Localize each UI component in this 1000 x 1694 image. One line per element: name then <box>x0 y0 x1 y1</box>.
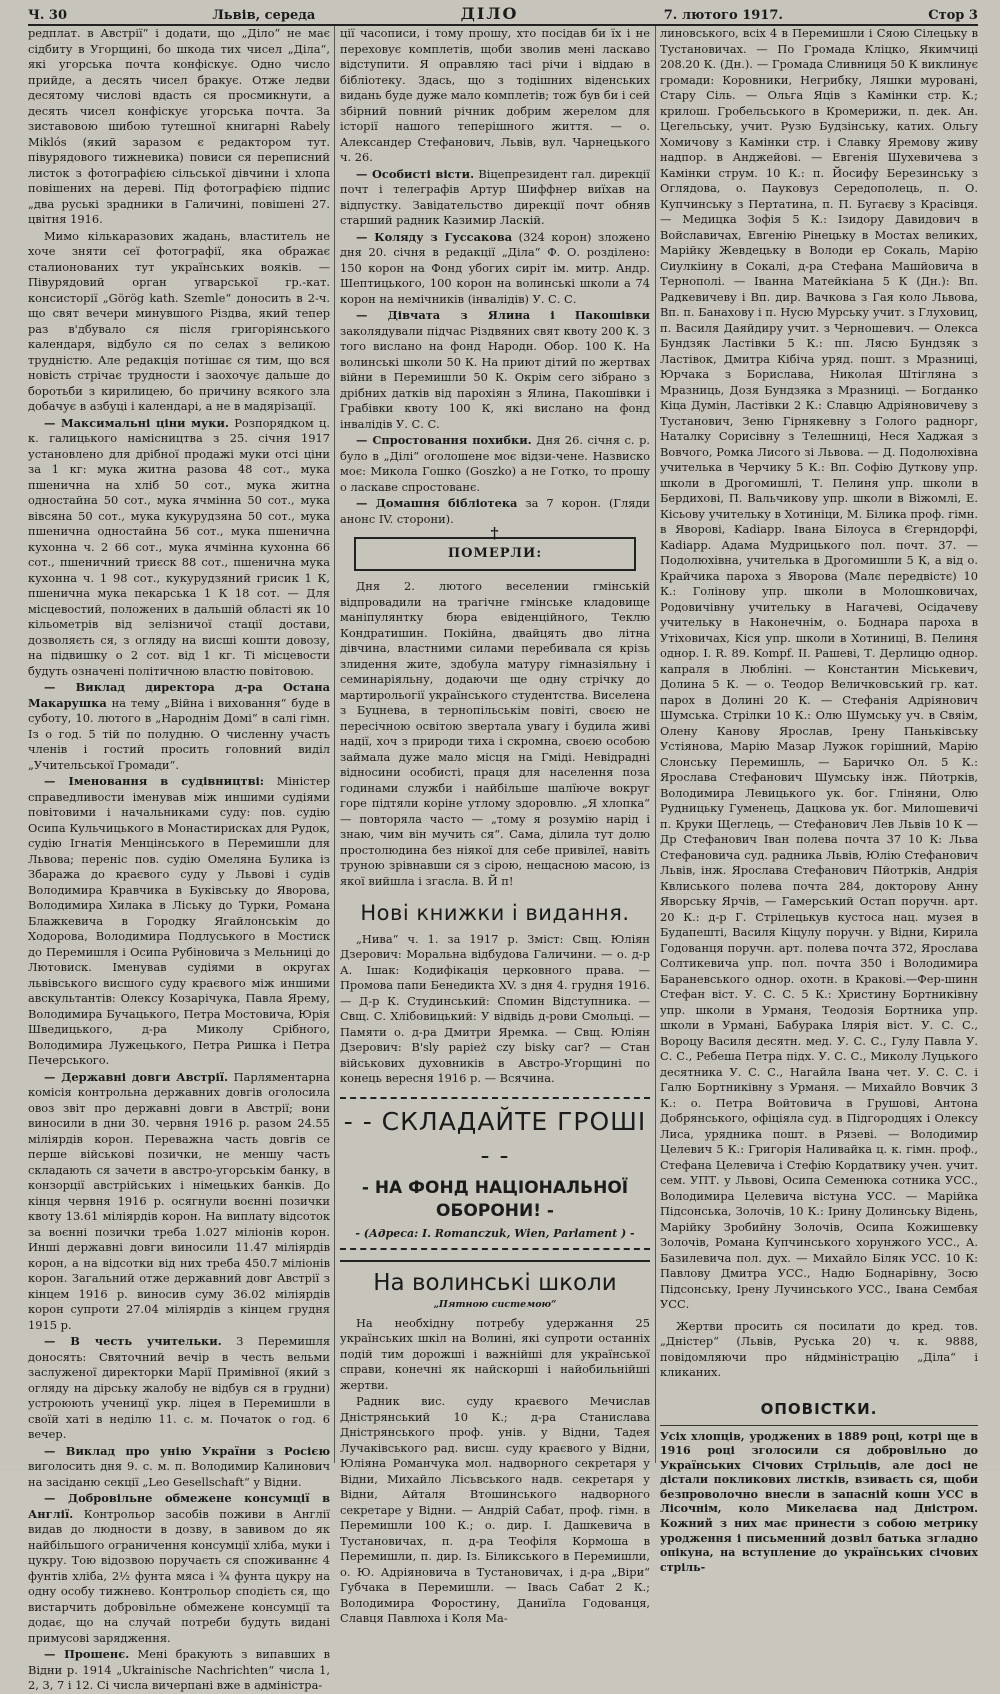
news-item-rubric: — Домашня бібліотека <box>356 496 518 510</box>
news-item-text: за 7 корон. (Гляди анонс IV. сторони). <box>340 496 650 526</box>
cross-icon: † <box>490 524 500 542</box>
donor-list: линовського, всіх 4 в Перемишли і Сяою Сілецьку в Тустановичах. — По Громада Кліцко, Якимчиці 208.20 К. (Дн.). — Громада Сливниця 50 К виклинує громади: Коровники, Негрибку, Ляшки муровані, Стару Сіль. — Ольга Яців з Камінки стр. К.; крилош. Гробельського в Кромерижи, п. дек. Ан. Цегельську, учит. Рузю Будзінську, катих. Ольгу Хомичову з Камінки стр. і Славку Яремову живу надпор. в Анджейові. — Евгенія Шухевичева з Камінки струм. 10 К.: п. Йосифу Березинську з Оглядова, о. Пауковуз Середополець, п. О. Купчинську з Пертатина, п. П. Бугаєву з Красівця. — Медицка Зофія 5 К.: Ізидору Давидович в Войславичах, Евгенію Рінецьку в Мостах великих, Марійку Жевдецьку в Володи ер Сокаль, Марію Сиулкіину в Сокалі, д-ра Стефана Машйовича в Тернополі. — Іванна Матейкіана 5 К (Дн.): Вп. Радкевичеву і Вп. дир. Вачкова з Гая коло Львова, Вп. п. Банахову і п. Нусю Мурську учит. з Глуховиц, п. Василя Даяйдиру учит. з Черношевич. — Олекса Бундзяк Ластівки 5 К.: пп. Лясю Бундзяк з Ластівок, Дмитра Кібіча уряд. пошт. з Мразниці, Юрчака з Борислава, Николая Штігляна з Мразниць, Дозя Бундзяка з Мразниці. — Богданко Кіца Думін, Ластівки 2 К.: Славцю Адріяновичеву з Тустанович, Зеню Гірнякевну з Голого раднорг, Наталку Сорисівну з Телешниці, Неся Хаджая з Вовчого, Ромка Лисого зі Львова. — Д. Подолюхівна учителька в Черчику 5 К.: Вп. Софію Дуткову упр. школи в Дрогомишлі, Т. Пелиня упр. школи в Бердихові, П. Вальчикову упр. школи в Віжомлі, Е. Кісьову учительку в Хотиніци, М. Білика проф. гімн. в Яворові, Kadiapp. Івана Білоуса в Єгерндорфі, Kadiapp. Адама Мудрицького пол. почт. 37. — Подолюхівна, учителька в Дрогомишли 5 К, а від о. Крайчика пароха з Яворова (Малє передвістє) 10 К.: Голінову упр. школи в Молошковичах, Родовичівну учительку в Нагачеві, Осідачеву учительку в Наконечнім, о. Боднара пароха в Утіховичах, Кіся упр. школи в Хотиниці, В. Пелиня однор. І. R. 89. Kompf. II. Рашеві, Т. Дерлицю однор. капраля в Любліні. — Константин Міськевич, Долина 5 К. — о. Теодор Величковський гр. кат. парох в Долині 20 К. — Стефанія Адріянович Шумська. Стрілки 10 К.: Олю Шумську уч. в Свяім, Олену Канову Ярослав, Ірену Паньківську Устіянова, Марію Мазар Лужок горішний, Марію Слонську Перемишль, — Баричко Ол. 5 К.: Ярослава Стефанович Шумську інж. Пйотрків, Володимира Левицького ук. бог. Гліняни, Олю Рудницьку Гуменець, Дацкова ук. бог. Милошевичі п. Круки Щеглець, — Стефанович Лев Львів 10 К — Др Стефанович Іван полева почта 37 10 К: Льва Стефановича суд. радника Львів, Юлію Стефанович Львів, інж. Ярослава Стефанович Пйотрків, Андрія Квлиського полева почта 284, докторову Анну Яворську Ярчів, — Гамерський Остап поручн. арт. 20 К.: д-р Г. Стрілецькув кустоса нац. музея в Будапешті, Василя Кіцулу поручн. у Відни, Кирила Годованця поручн. арт. полева почта 372, Ярослава Солтикевича упр. пол. почта 350 і Володимира Бараневського однор. охотн. в Кракові.—Фер-шинн Стефан віст. У. С. С. 5 К.: Христину Бортниківну упр. школи в Урманя, Теодозія Бортника упр. школи в Урмані, Бабурака Ілярія віст. У. С. С., Вороцу Василя десятн. мед. У. С. С., Гулу Павла У. С. С., Ребеша Петра підх. У. С. С., Миколу Луцького десятника У. С. С., Нагайла Івана чет. У. С. С. і Галю Бортниківну з Урманя. — Михайло Вовчик 3 К.: о. Петра Войтовича в Грушові, Антона Добрянського, офіціяла суд. в Підгородцях і Олексу Лиса, урядника пошт. в Рязеві. — Володимир Целевич 5 К.: Григорія Наливайка ц. к. гімн. проф., Стефана Целевича і Стефію Кордатвику учен. учит. сем. УПТ. у Львові, Осипа Семенюка сотника УСС., Володимира Целевича вістуна УСС. — Марійка Підсонська, Золочів, 10 К.: Ірину Долинську Відень, Марійку Зробийну Золочів, Осипа Кожишевку Золочів, Романа Купчинського хорунжого УСС., А. Базилевича пол. дух. — Михайло Біляк УСС. 10 К: Павлову Дмитра УСС., Надю Боднарівну, Зосю Підсонську, Ірену Лучинського УСС., Івана Сембая УСС. <box>660 26 978 1311</box>
news-item <box>340 230 650 308</box>
news-item-rubric: — Добровільне обмежене консумції в Англії. <box>28 1491 330 1521</box>
appeal-line-2: - НА ФОНД НАЦІОНАЛЬНОЇ ОБОРОНИ! - <box>361 1177 629 1221</box>
announcements-heading: ОПОВІСТКИ. <box>760 1399 878 1418</box>
appeal-address: - (Адреса: І. Romanczuk, Wien, Parlament ) - <box>355 1226 635 1240</box>
news-item-text: Дня 26. січня с. р. було в „Ділі“ оголошене моє відзи-чене. Назвиско моє: Микола Гошко (Goszko) а не Готко, то прошу о ласкаве спростованє. <box>340 433 650 494</box>
news-item-rubric: — Максимальні ціни муки. <box>44 415 229 430</box>
news-item-rubric: — Іменовання в судівництві: <box>44 774 265 788</box>
news-item-rubric: — Державні довги Австрії. <box>44 1069 229 1084</box>
page-number: Стор 3 <box>928 8 978 23</box>
news-item-text: виголосить дня 9. с. м. п. Володимир Калинович на засіданю секції „Leo Gesellschaft“ у Відни. <box>28 1459 330 1489</box>
news-item <box>340 433 650 495</box>
schools-donors: Радник вис. суду краєвого Мечислав Дністрянський 10 К.; д-ра Станислава Дністрянського проф. унів. у Відни, Тадея Лучаківського рад. висш. суду краєвого у Відни, Юліяна Романчука мол. надворного секретаря у Відни, Михайло Лісьвського надв. секретаря у Відни, Айталя Втошинського надворного секретаре у Відни. — Андрій Сабат, проф. гімн. в Перемишли 100 К.; о. дир. І. Дашкевича в Тустановичах, п. д-ра Теофіля Кормоша в Перемишли, п. дир. Із. Біликського в Перемишли, о. Ю. Адріяновича в Тустановичах, і д-ра „Віри“ Губчака в Перемишли. — Івась Сабат 2 К.; Володимира Форостину, Даниїла Годованця, Славця Павлюха і Коля Ма- <box>340 1394 650 1626</box>
news-item <box>28 1070 330 1334</box>
donation-note: Жертви просить ся посилати до кред. тов. „Дністер“ (Львів, Руська 20) ч. к. 9888, повідомляючи про нйдміністрацію „Діла“ і кликаних. <box>660 1318 978 1379</box>
news-item <box>340 308 650 432</box>
column-1 <box>28 26 331 1692</box>
schools-subheading: „Пятною системою“ <box>433 1298 557 1310</box>
appeal-line-1: - - СКЛАДАЙТЕ ГРОШІ - - <box>343 1106 647 1170</box>
news-item-rubric: — Прошенє. <box>44 1647 130 1661</box>
news-item-rubric: — Виклад про унію України з Росією <box>44 1443 330 1458</box>
news-items <box>340 26 650 527</box>
obituary-header <box>354 524 636 571</box>
news-item-text: Мимо кількаразових жадань, властитель не хоче зняти сеї фотографії, яка ображає сталионованих тут українських вояків. — Півурядовий орган угварської гр.-кат. консисторії „Görög kath. Szemle“ доносить в 2-ч. що свят вечери минувшого Різдва, який тепер раз в'дбувало ся після григоріянського календаря, відбуло ся по селах з великою трудністю. Але редакція потішає ся тим, що вся новість стрічає трудности і заохочує дальше до боротьби з кирилицею, бо причину всякого зла добачує в азбуці і календарі, а не в мадярізації. <box>28 228 330 413</box>
volhynia-schools-section <box>340 1260 650 1627</box>
news-item-text: Парляментарна комісія контрольна державних довгів оголосила овоз звіт про державні довги в Австрії; вони виносили в дни 30. червня 1916 р. разом 24.55 міліярдів корон. Переважна часть довгів се перше військові позички, не меншу часть складають ся зачети в австро-угорськім банку, в конзорції австрійських і німецьких банків. До кінця червня 1916 р. осягнули воєнні позички квоту 13.61 міліярдів корон. На виплату відсоток за воєнні позички треба 1.027 міліонів корон. Инші державні довги виносили 11.47 міліярдів корон, а на відсотки від них треба 450.7 міліонів корон. Загальний отже державний довг Австрії з кінцем 1916 р. виносив суму 36.02 міліярдів корон супроти 27.04 міліярдів з кінцем грудня 1915 р. <box>28 1069 330 1332</box>
news-item-rubric: — Коляду з Гуссакова <box>356 229 513 244</box>
news-item-text: (324 корон) зложено дня 20. січня в редакції „Діла“ Ф. О. розділено: 150 корон на Фонд убогих сиріт ім. митр. Андр. Шептицького, 100 корон на волинські школи а 74 корон на немічників (інвалідів) У. С. С. <box>340 229 650 306</box>
news-item-text: Міністер справедливости іменував між иншими судіями повітовими і начальниками суду: пов. судію Осипа Кульчицького в Монастирисках для Рудок, судію Ігнатія Менцінського в Перемишли для Львова; переніс пов. судію Омеляна Булика із Збаража до краєвого суду у Львові і судів Володимира Кравчика в Буківську до Яворова, Володимира Хилака в Ліську до Турки, Романа Блажкевича в Городку Ягайлонськім до Ходорова, Володимира Подлуського в Мостиск до Перемишля і Осипа Рубіновича з Мельниці до Лютовиск. Іменував судіями в округах львівського висшого суду краєвого між иншими авскультантів: Олексу Козарічука, Павла Ярему, Володимира Бучацького, Петра Мостовича, Юрія Шведицького, д-ра Миколу Срібного, Володимира Лужецького, Петра Ришка і Петра Печерського. <box>28 774 330 1067</box>
news-item <box>28 774 330 1069</box>
news-item <box>28 1647 330 1694</box>
city-day: Львів, середа <box>212 8 316 23</box>
news-item-rubric: — В честь учительки. <box>44 1334 222 1348</box>
column-divider <box>655 26 656 1463</box>
issue-date: 7. лютого 1917. <box>663 8 783 23</box>
news-item-text: Мені бракують з випавших в Відни р. 1914 „Ukrainische Nachrichten“ числа 1, 2, 3, 7 і 12. Сі числа вичерпані вже в адміністра- <box>28 1647 331 1692</box>
column-3 <box>660 26 978 1574</box>
announcement-text: Усіх хлопців, уроджених в 1889 році, котрі ще в 1916 році зголосили ся добровільно до Українських Січових Стрільців, але досі не дістали покликових листків, взиваєть ся, щоби безпроволочно внесли в запасній кошн УСС в Лісочнім, коло Микелаєва над Дністром. Кожний з них має принести з собою метрику уродження і письменний дозвіл батька згладно опікуна, на вступление до українських січових стріль- <box>660 1425 978 1575</box>
news-item <box>28 1444 330 1491</box>
news-item <box>340 26 650 166</box>
news-item-rubric: — Дівчата з Ялина і Пакошівки <box>356 308 650 322</box>
news-item-text: на тему „Війна і виховання“ буде в суботу, 10. лютого в „Народнім Домі“ в салі гімн. Із о год. 5 тій по полудню. О численну участь членів і гостий просить головний виділ „Учительської Громади“. <box>28 695 331 772</box>
news-item-rubric: — Спростовання похибки. <box>356 433 532 447</box>
news-item <box>28 26 330 228</box>
column-divider <box>334 26 335 1463</box>
news-item <box>28 1334 330 1443</box>
schools-heading: На волинські школи <box>373 1269 617 1296</box>
fund-appeal <box>340 1097 650 1250</box>
news-item-rubric: — Особисті вісти. <box>356 166 475 181</box>
news-item-text: редплат. в Австрії“ і додати, що „Діло“ не має сідбиту в Угорщині, бо шкода тих чисел „Діла“, які угорська почта конфіскує. Одно число прийде, а десять чисел бракує. Отже ледви десятому числові вдасть ся просмикнути, а десять чисел конфіскує угорська почта. За зиставовою шибою тутешної книгарні Rabely Miklós (який заразом є редактором тут. півурядового тижневика) повиси ся переписний листок з фотографією сільської дівчини і хлопа повішених на деревi. Під фотографією підпис „два руські зрадники в Галичині, повішені 27. цвітня 1916. <box>28 26 330 226</box>
news-item-text: Розпорядком ц. к. галицького намісництва з 25. січня 1917 установлено для дрібної продажі муки отсі ціни за 1 кг: мука житна разова 48 сот., мука пшенична на хліб 50 сот., мука житна одностайна 50 сот., мука ячмінна 50 сот., мука вівсяна 50 сот., мука кукурудзяна 50 сот., мука пшенична одностайна 56 сот., мука пшенична кухонна ч. 2 66 сот., мука ячмінна кухонна 66 сот., пшеничний триєск 88 сот., пшенична мука кухонна ч. 1 98 сот., кукурудзяний грисик 1 К, пшенична мука пекарська 1 К 18 сот. — Для місцевостий, положених в дальшій області як 10 кільометрів від зелізничої стації достави, дозволяєть ся, з огляду на висші кошти довозу, на підвишку о 2 сот. від 1 кг. Ті місцевости будуть означені політичною властю повітовою. <box>28 415 330 678</box>
news-item <box>28 680 330 773</box>
masthead <box>28 4 978 24</box>
schools-intro: На необхідну потребу удержання 25 українських шкіл на Волині, які супроти останніх подій тим дорожші і важнійші для української справи, конечні як найскорші і найобильнійші жертви. <box>340 1315 650 1392</box>
news-item-text: заколядували підчас Різдвяних свят квоту 200 К. З того вислано на фонд Народн. Обор. 100 К. На волинські школи 50 К. На приют дітий по жертвах війни в Перемишли 50 К. Окрім сего зібрано з дрібних датків від парохіян з Ялина, Пакошівки і Грабівки квоту 100 К, які вислано на фонд інвалідів У. С. С. <box>340 323 650 431</box>
news-item <box>28 1491 330 1646</box>
books-text: „Нива“ ч. 1. за 1917 р. Зміст: Свщ. Юліян Дзерович: Моральна відбудова Галичини. — о. д-р А. Ішак: Кодифікація церковного права. — Промова папи Бенедикта XV. з дня 4. грудня 1916. — Д-р К. Студинський: Спомин Відступника. — Свщ. С. Хлібовицький: У відвідь д-рови Смольці. — Памяти о. д-ра Дмитри Яремка. — Свщ. Юліян Дзерович: В'sly papież czy bisky саг? — Стан військових духовників в Австро-Угорщині по конець вересня 1916 р. — Всячина. <box>340 931 650 1086</box>
news-item <box>28 416 330 680</box>
news-item-text: З Перемишля доносять: Святочний вечір в честь вельми заслуженої директорки Марії Примівної (який з огляду на дірську жалобу не відбув ся в грудни) устроюють ученицї укр. ліцея в Перемишли в своїй хаті в неділю 11. с. м. Початок о год. 6 вечер. <box>28 1334 331 1441</box>
news-item-text: ції часописи, і тому прошу, хто посідав би їх і не переховує комплетів, щоби зволив мені ласкаво відступити. Я оправляю тасі річи і віддаю в бібліотеку. Здась, що з тодішних віденських видань буде дуже мало комплетів; тож був би і сей збірний повний річник добрим жерелом для історії нашого теперішного життя. — о. Алекcандер Стефанович, Львів, вул. Чарнецького ч. 26. <box>340 26 650 164</box>
newspaper-title: ДІЛО <box>460 4 519 23</box>
news-item-text: Віцепрезидент гал. дирекції почт і телеграфів Артур Шиффнер виїхав на відпустку. Завідательство дирекції почт обняв старший радник Казимир Ласкій. <box>340 166 650 227</box>
obituary-text: Дня 2. лютого веселении гмінській відпровадили на трагічне гмінське кладовище маніпулянтку бюра евіденційного, Теклю Кондратишин. Покійна, двайцять дво літна дівчина, властними силами перебивала ся крізь злидення жите, здобула матуру гімназіяльну і семинаріяльну, додаючи ще одну стрічку до мартирольогії українського студентства. Виселена з Буцнева, в тернопільськім повіті, своєю не пересічною освітою звертала увагу і будила живі надії, хоч з природи тиха і скромна, своєю особою займала дуже мало місця на Гміді. Невідрадні відносини особисті, праця для населення поза годинами служби і найбільше шалїюче вокруг горе підтяли коріне утлому здоровлю. „Я хлопка“ — повторяла часто — „тому я розумію нарід і знаю, чим він мучить ся“. Сама, ділила тут долю простолюдина без ніякої для себе привілеї, навіть труною зрівнавши ся з сірою, нещасною масою, із якої вийшла і згасла. В. Й п! <box>340 579 650 888</box>
news-item <box>340 167 650 229</box>
column-2 <box>340 26 650 1626</box>
issue-number: Ч. 30 <box>28 8 68 23</box>
books-heading: Нові книжки і видання. <box>360 901 630 925</box>
news-item <box>28 229 330 415</box>
obituary-title: ПОМЕРЛИ: <box>447 546 543 562</box>
news-item-rubric: — Виклад директора д-ра Остана Макарушка <box>28 680 330 710</box>
news-item-text: Контрольор засобів поживи в Англії видав до людности в дозву, в завивом до як найбільшого ограничення консумції хліба, муки і цукру. Тою відозвою поручаєть ся споживаннє 4 фунтів хліба, 2½ фунта мяса і ¾ фунта цукру на одну особу тижнево. Контрольор сподієть ся, що вистарчить добровільне обмежене консумції та додає, що на случай потреби будуть видані примусові зарядження. <box>28 1506 330 1645</box>
